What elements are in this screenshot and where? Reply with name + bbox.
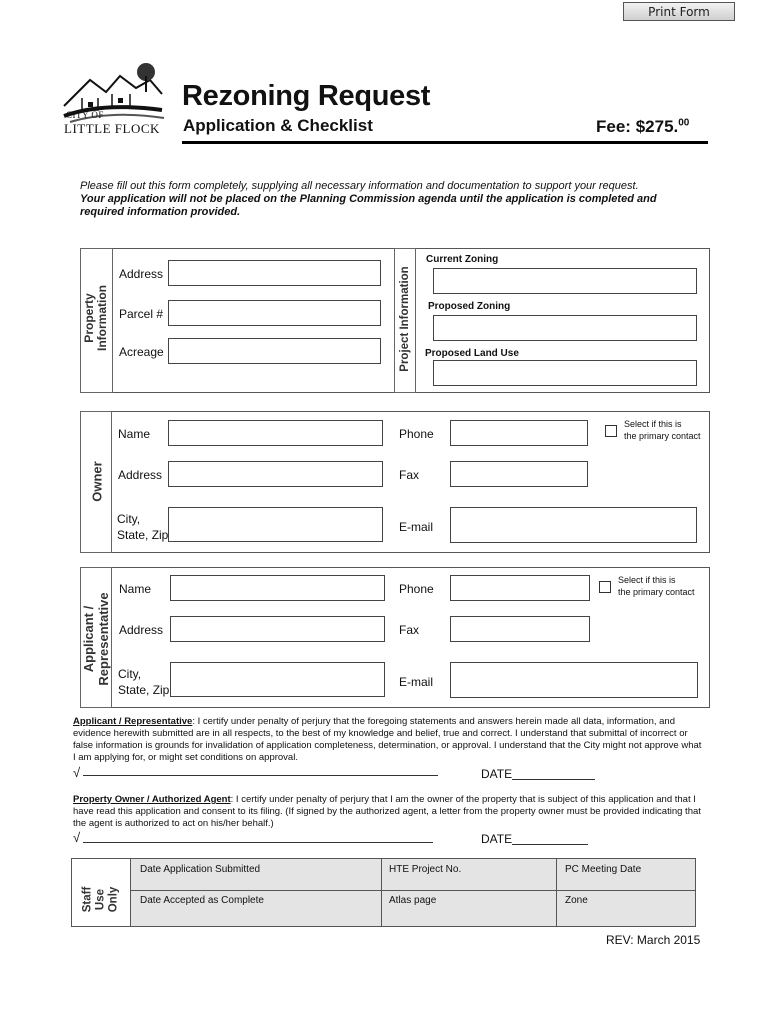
acreage-label: Acreage xyxy=(119,345,164,359)
proposed-land-use-label: Proposed Land Use xyxy=(425,348,519,359)
property-address-field[interactable] xyxy=(168,260,381,286)
revision-date: REV: March 2015 xyxy=(606,933,701,947)
intro-text xyxy=(80,180,700,219)
applicant-fax-label: Fax xyxy=(399,623,420,637)
applicant-email-field[interactable] xyxy=(450,662,698,698)
applicant-primary-label: Select if this is the primary contact xyxy=(618,575,695,597)
current-zoning-label: Current Zoning xyxy=(426,254,499,265)
applicant-phone-field[interactable] xyxy=(450,575,590,601)
owner-email-label: E-mail xyxy=(399,520,434,534)
staff-cell-atlas-page: Atlas page xyxy=(389,895,437,906)
property-side-label: Property Information xyxy=(82,285,109,351)
owner-phone-field[interactable] xyxy=(450,420,588,446)
applicant-email-label: E-mail xyxy=(399,675,434,689)
staff-cell-date-submitted: Date Application Submitted xyxy=(140,864,261,875)
proposed-zoning-label: Proposed Zoning xyxy=(428,301,511,312)
applicant-cert-heading: Applicant / Representative xyxy=(73,716,193,727)
staff-cell-pc-meeting: PC Meeting Date xyxy=(565,864,642,875)
proposed-zoning-field[interactable] xyxy=(433,315,697,341)
applicant-side xyxy=(80,567,112,708)
intro-line-1: Please fill out this form completely, supplying all necessary information and documentation to support your request. xyxy=(80,180,639,192)
applicant-check-mark: √ xyxy=(73,765,81,780)
fee-label: Fee: xyxy=(596,117,631,136)
applicant-date-label: DATE xyxy=(481,767,513,781)
applicant-city-label: City, State, Zip xyxy=(118,667,170,697)
applicant-name-label: Name xyxy=(119,582,152,596)
owner-signature-line[interactable] xyxy=(83,842,433,843)
applicant-address-field[interactable] xyxy=(170,616,385,642)
logo-name-text: LITTLE FLOCK xyxy=(64,121,160,136)
applicant-signature-line[interactable] xyxy=(83,775,438,776)
owner-date-line[interactable] xyxy=(512,844,588,845)
applicant-date-line[interactable] xyxy=(512,779,595,780)
owner-certification xyxy=(73,794,703,830)
owner-phone-label: Phone xyxy=(399,427,434,441)
page-title: Rezoning Request xyxy=(182,80,431,112)
owner-date-label: DATE xyxy=(481,832,513,846)
owner-cert-text: : I certify under penalty of perjury that I am the owner of the property that is subject of this application and that I have read this application and consent to its filing. (If signed by the authorized agent, a letter from the property owner must be provided indicating that the agent is authorized to act on his/her behalf.) xyxy=(73,794,701,829)
owner-city-field[interactable] xyxy=(168,507,383,542)
project-side-label: Project Information xyxy=(399,266,411,372)
fee-cents: 00 xyxy=(678,117,690,129)
owner-name-field[interactable] xyxy=(168,420,383,446)
applicant-phone-label: Phone xyxy=(399,582,434,596)
owner-check-mark: √ xyxy=(73,830,81,845)
staff-cell-zone: Zone xyxy=(565,895,588,906)
owner-address-field[interactable] xyxy=(168,461,383,487)
staff-side-label: Staff Use Only xyxy=(81,886,120,913)
owner-address-label: Address xyxy=(118,468,163,482)
applicant-certification xyxy=(73,716,703,764)
owner-primary-checkbox[interactable] xyxy=(605,425,617,437)
parcel-label: Parcel # xyxy=(119,307,164,321)
owner-fax-label: Fax xyxy=(399,468,420,482)
applicant-cert-text: : I certify under penalty of perjury that the foregoing statements and answers herein made all data, information, and evidence herewith submitted are in all respects, to the best of my knowledge and belief, true and correct. I understand that submittal of incorrect or false information is grounds for invalidation of application completeness, determination, or approval. I understand that the City might not approve what I am applying for, or might set conditions on approval. xyxy=(73,716,702,763)
applicant-fax-field[interactable] xyxy=(450,616,590,642)
staff-divider-2 xyxy=(556,859,557,926)
property-address-label: Address xyxy=(119,267,164,281)
owner-city-label: City, State, Zip xyxy=(117,512,169,542)
staff-divider-1 xyxy=(381,859,382,926)
print-form-button[interactable]: Print Form xyxy=(623,2,735,21)
parcel-field[interactable] xyxy=(168,300,381,326)
applicant-name-field[interactable] xyxy=(170,575,385,601)
staff-cell-date-accepted: Date Accepted as Complete xyxy=(140,895,264,906)
acreage-field[interactable] xyxy=(168,338,381,364)
applicant-city-field[interactable] xyxy=(170,662,385,697)
page-subtitle: Application & Checklist xyxy=(183,116,373,135)
owner-fax-field[interactable] xyxy=(450,461,588,487)
project-side xyxy=(394,248,416,393)
intro-line-2: Your application will not be placed on the Planning Commission agenda until the application is completed and required information provided. xyxy=(80,193,657,218)
owner-side-label: Owner xyxy=(89,461,105,502)
current-zoning-field[interactable] xyxy=(433,268,697,294)
staff-side xyxy=(72,859,131,926)
property-side xyxy=(80,248,113,393)
logo-city-text: CITY OF xyxy=(66,110,104,120)
staff-use-table xyxy=(71,858,696,927)
fee xyxy=(596,117,689,137)
owner-side xyxy=(80,411,112,553)
proposed-land-use-field[interactable] xyxy=(433,360,697,386)
applicant-address-label: Address xyxy=(119,623,164,637)
staff-row-divider xyxy=(130,890,695,891)
applicant-side-label: Applicant / Representative xyxy=(81,592,111,686)
header-rule xyxy=(182,141,708,144)
fee-amount: $275. xyxy=(635,117,679,136)
owner-primary-label: Select if this is the primary contact xyxy=(624,419,701,441)
staff-cell-hte-project: HTE Project No. xyxy=(389,864,462,875)
applicant-primary-checkbox[interactable] xyxy=(599,581,611,593)
owner-name-label: Name xyxy=(118,427,151,441)
owner-cert-heading: Property Owner / Authorized Agent xyxy=(73,794,231,805)
owner-email-field[interactable] xyxy=(450,507,697,543)
